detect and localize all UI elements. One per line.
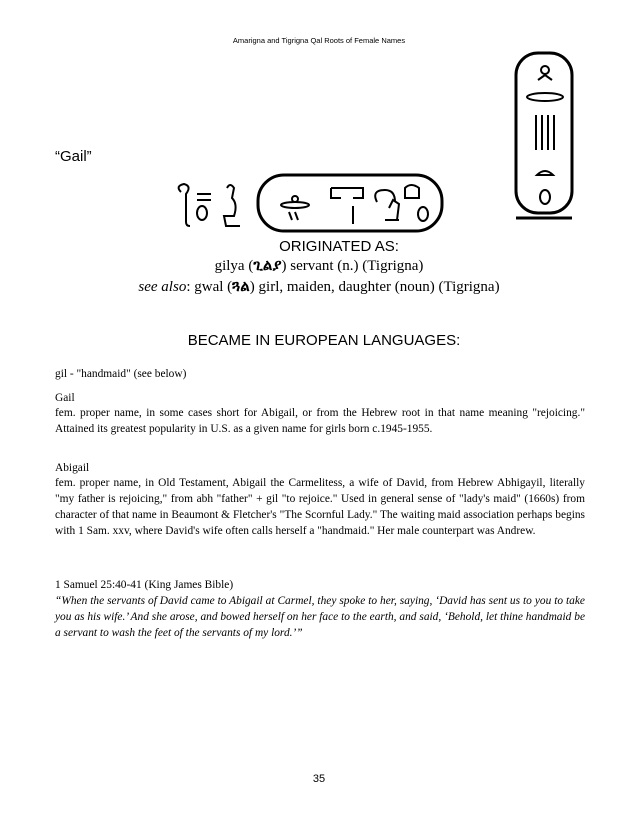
entry-gail-body: fem. proper name, in some cases short for Abigail, or from the Hebrew root in that name meaning "rejoicing." Attained its greatest popularity in U.S. as a given name for girls born c.1945-1955. <box>55 407 585 435</box>
gwal-script: ጓል <box>232 279 250 295</box>
became-title <box>0 332 638 349</box>
hieroglyph-cartouche-vertical <box>510 50 580 225</box>
gilya-text-after: ) servant (n.) (Tigrigna) <box>281 258 424 274</box>
entry-gail-title: Gail <box>55 392 75 404</box>
name-heading: “Gail” <box>55 148 92 165</box>
gwal-text-before: : gwal ( <box>186 279 233 295</box>
see-also-label: see also <box>138 279 187 295</box>
became-colon: : <box>456 332 461 349</box>
entry-abigail-title: Abigail <box>55 462 90 474</box>
gilya-text-before: gilya ( <box>214 258 254 274</box>
running-header: Amarigna and Tigrigna Qal Roots of Female Names <box>232 36 406 45</box>
page-number: 35 <box>312 773 326 785</box>
hieroglyph-group-left <box>172 180 252 230</box>
hieroglyph-cartouche-middle <box>255 172 445 234</box>
originated-line-gilya <box>0 257 638 275</box>
entry-gil: gil - "handmaid" (see below) <box>55 368 187 380</box>
originated-line-gwal <box>0 278 638 296</box>
gilya-script: ጊልያ <box>253 258 282 274</box>
entry-samuel-quote: “When the servants of David came to Abigail at Carmel, they spoke to her, saying, ‘David has sent us to you to take you as his wife.’ And she arose, and bowed herself on her face to the earth, and said, ‘Behold, let thine handmaid be a servant to wash the feet of the servants of my lord.’” <box>55 595 585 639</box>
entry-samuel-title: 1 Samuel 25:40-41 (King James Bible) <box>55 579 234 591</box>
became-title-text: BECAME IN EUROPEAN LANGUAGES <box>187 332 457 349</box>
entry-abigail-body: fem. proper name, in Old Testament, Abigail the Carmelitess, a wife of David, from Hebrew Abhigayil, literally "my father is rejoicing," from abh "father" + gil "to rejoice." Used in general sense of "lady's maid" (1660s) from character of that name in Beaumont & Fletcher's "The Scornful Lady." The waiting maid association perhaps begins with 1 Sam. xxv, where David's wife often calls herself a "handmaid." Her male counterpart was Andrew. <box>55 477 585 537</box>
originated-title: ORIGINATED AS: <box>279 238 399 255</box>
gwal-text-after: ) girl, maiden, daughter (noun) (Tigrigna) <box>249 279 500 295</box>
